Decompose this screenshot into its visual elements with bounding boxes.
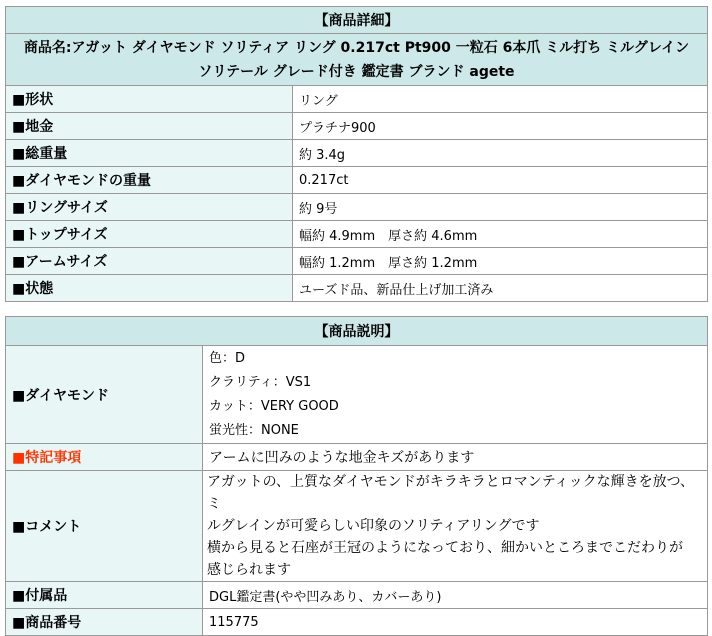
description-header: 【商品説明】 (6, 317, 708, 346)
comment-text (203, 471, 708, 582)
diamond-fluorescence: 蛍光性：NONE (209, 422, 299, 438)
diamond-clarity: クラリティ：VS1 (209, 374, 312, 390)
diamond-label: ■ダイヤモンド (6, 346, 203, 444)
product-name-line-2: ソリテール グレード付き 鑑定書 ブランド agete (198, 63, 515, 80)
product-details-table (5, 6, 708, 302)
comment-line-3: 横から見ると石座が王冠のようになっており、細かいところまでこだわりが (207, 540, 683, 556)
shape-label: ■形状 (6, 86, 293, 113)
metal-label: ■地金 (6, 113, 293, 140)
total-weight-value: 約 3.4g (293, 140, 708, 167)
arm-size-value: 幅約 1.2mm 厚さ約 1.2mm (293, 248, 708, 275)
diamond-weight-value: 0.217ct (293, 167, 708, 194)
ring-size-value: 約 9号 (293, 194, 708, 221)
diamond-color: 色：D (209, 350, 246, 366)
accessories-value: DGL鑑定書(やや凹みあり、カバーあり) (203, 582, 708, 609)
special-notes-label: ■特記事項 (6, 444, 203, 471)
total-weight-label: ■総重量 (6, 140, 293, 167)
accessories-label: ■付属品 (6, 582, 203, 609)
diamond-weight-label: ■ダイヤモンドの重量 (6, 167, 293, 194)
top-size-value: 幅約 4.9mm 厚さ約 4.6mm (293, 221, 708, 248)
product-name (6, 34, 708, 86)
comment-line-4: 感じられます (207, 562, 291, 578)
diamond-grades (203, 346, 708, 444)
product-number-value: 115775 (203, 609, 708, 636)
ring-size-label: ■リングサイズ (6, 194, 293, 221)
details-header: 【商品詳細】 (6, 7, 708, 34)
product-description-table (5, 316, 708, 636)
comment-line-1: アガットの、上質なダイヤモンドがキラキラとロマンティックな輝きを放つ、ミ (207, 474, 695, 512)
condition-label: ■状態 (6, 275, 293, 302)
condition-value: ユーズド品、新品仕上げ加工済み (293, 275, 708, 302)
diamond-cut: カット：VERY GOOD (209, 398, 339, 414)
metal-value: プラチナ900 (293, 113, 708, 140)
product-name-line-1: 商品名:アガット ダイヤモンド ソリティア リング 0.217ct Pt900 一粒石 6本爪 ミル打ち ミルグレイン (23, 39, 690, 56)
product-number-label: ■商品番号 (6, 609, 203, 636)
arm-size-label: ■アームサイズ (6, 248, 293, 275)
shape-value: リング (293, 86, 708, 113)
comment-line-2: ルグレインが可愛らしい印象のソリティアリングです (207, 518, 540, 534)
special-notes-value: アームに凹みのような地金キズがあります (203, 444, 708, 471)
top-size-label: ■トップサイズ (6, 221, 293, 248)
comment-label: ■コメント (6, 471, 203, 582)
